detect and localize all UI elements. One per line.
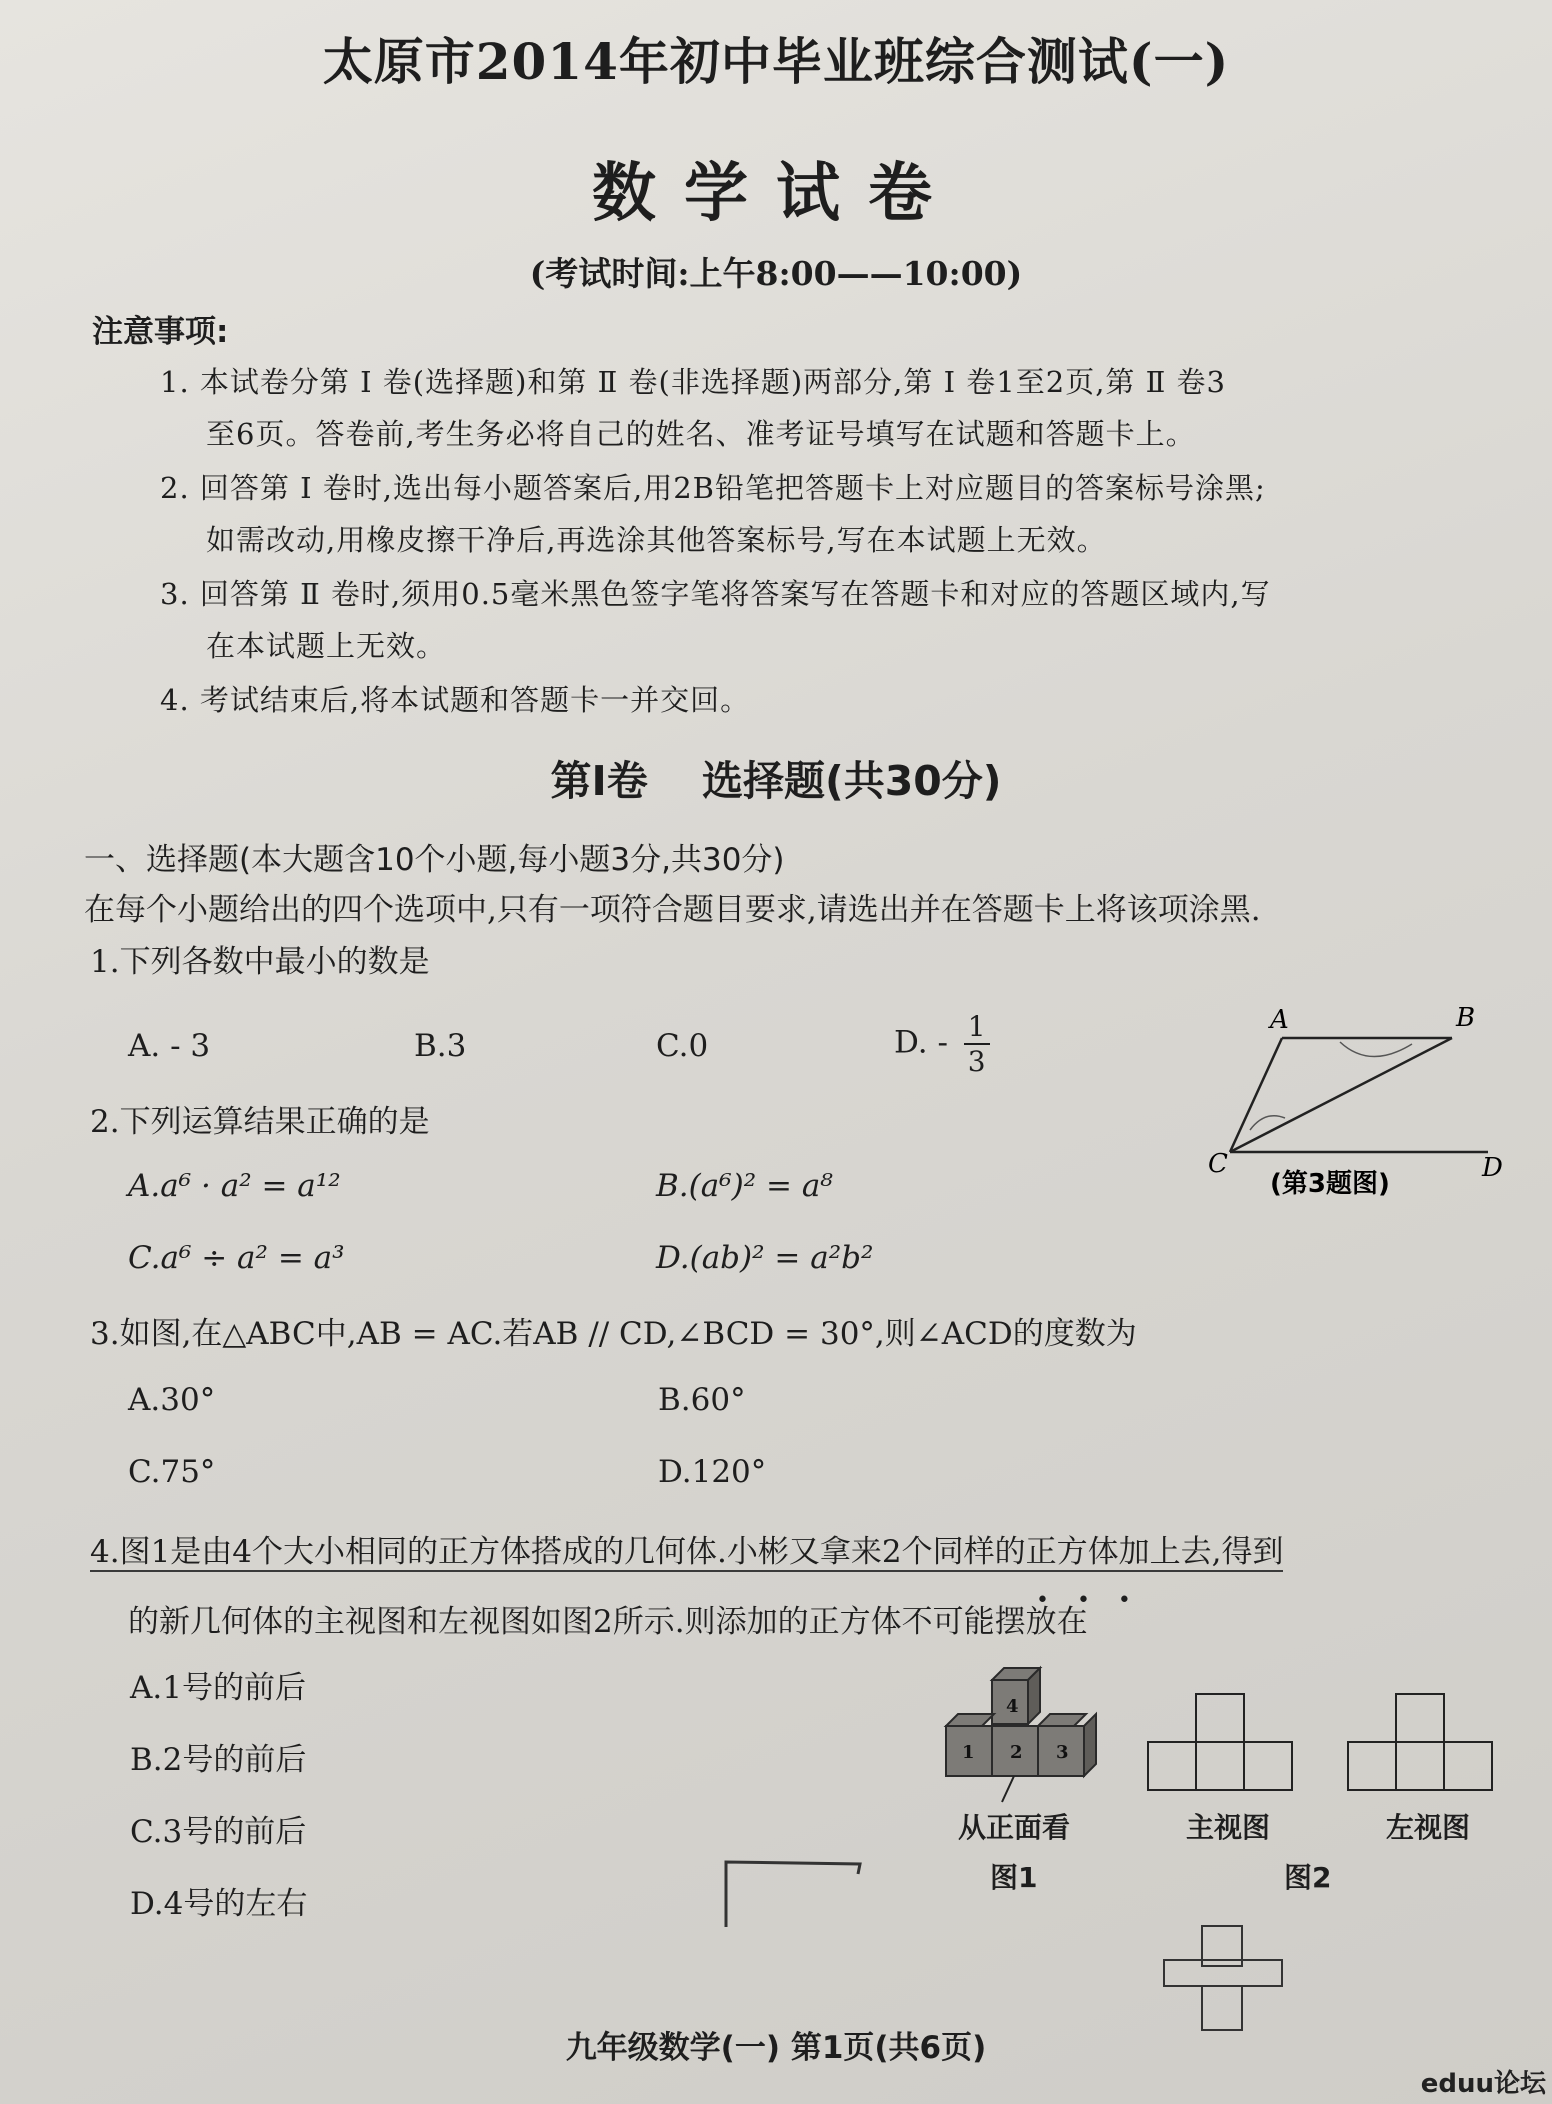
q4-option-c: C.3号的前后 — [130, 1814, 307, 1850]
label-d: D — [1482, 1153, 1503, 1183]
cube-number: 2 — [1010, 1742, 1023, 1763]
pencil-scribble — [718, 1852, 868, 1932]
q2-option-c: C.a⁶ ÷ a² = a³ — [128, 1240, 345, 1276]
section-title: 第Ⅰ卷 选择题(共30分) — [550, 757, 1002, 805]
q4-stem-text: 4.图1是由4个大小相同的正方体搭成的几何体.小彬又拿来2个同样的正方体加上去,得到 — [90, 1534, 1284, 1570]
emphasis-dots: • • • — [1036, 1588, 1131, 1613]
cube-number: 3 — [1056, 1742, 1069, 1763]
label-b: B — [1456, 1003, 1476, 1033]
segment-bc — [1230, 1038, 1452, 1152]
view-cell — [1396, 1742, 1444, 1790]
q4-stem-line2: 的新几何体的主视图和左视图如图2所示.则添加的正方体不可能摆放在 — [128, 1604, 1088, 1640]
part-instruction: 在每个小题给出的四个选项中,只有一项符合题目要求,请选出并在答题卡上将该项涂黑. — [84, 892, 1261, 928]
q1-option-c: C.0 — [656, 1028, 709, 1064]
notice-heading: 注意事项: — [92, 314, 229, 350]
cube-top-face — [946, 1714, 994, 1726]
view-cell — [1196, 1742, 1244, 1790]
view-cell — [1196, 1694, 1244, 1742]
part-heading: 一、选择题(本大题含10个小题,每小题3分,共30分) — [84, 842, 785, 878]
view-cell — [1348, 1742, 1396, 1790]
q3-option-b: B.60° — [658, 1382, 746, 1418]
notice-line: 4. 考试结束后,将本试题和答题卡一并交回。 — [160, 683, 751, 717]
label-c: C — [1208, 1149, 1228, 1179]
pencil-mark — [1164, 1960, 1282, 1986]
q4-main-view — [1146, 1690, 1302, 1800]
pencil-mark — [1340, 1042, 1412, 1057]
label-a: A — [1270, 1005, 1289, 1035]
arrow-line — [1002, 1776, 1014, 1802]
q3-option-c: C.75° — [128, 1454, 216, 1490]
cube-number: 4 — [1006, 1696, 1019, 1717]
q2-option-a: A.a⁶ · a² = a¹² — [128, 1168, 341, 1204]
fig1-view-label: 从正面看 — [958, 1811, 1071, 1844]
notice-line: 在本试题上无效。 — [206, 629, 447, 663]
page-footer: 九年级数学(一) 第1页(共6页) — [565, 2030, 987, 2066]
segment-ac — [1230, 1038, 1282, 1152]
fraction-numerator: 1 — [964, 1010, 990, 1045]
fig2-caption: 图2 — [1284, 1861, 1332, 1894]
q2-stem: 2.下列运算结果正确的是 — [90, 1104, 430, 1140]
exam-subject: 数学试卷 — [592, 156, 960, 231]
view-cell — [1148, 1742, 1196, 1790]
fraction-denominator: 3 — [967, 1045, 986, 1078]
q4-stem-line1 — [90, 1526, 1283, 1571]
q1-stem: 1.下列各数中最小的数是 — [90, 944, 430, 980]
cube-number: 1 — [962, 1742, 975, 1763]
q4-figure1-cubes — [936, 1664, 1116, 1824]
exam-time: (考试时间:上午8:00——10:00) — [529, 254, 1023, 293]
notice-line: 至6页。答卷前,考生务必将自己的姓名、准考证号填写在试题和答题卡上。 — [206, 417, 1196, 451]
q2-option-b: B.(a⁶)² = a⁸ — [656, 1168, 833, 1204]
notice-line: 2. 回答第 Ⅰ 卷时,选出每小题答案后,用2B铅笔把答题卡上对应题目的答案标号涂黑; — [160, 471, 1266, 505]
watermark: eduu论坛 — [1420, 2069, 1546, 2099]
q3-stem: 3.如图,在△ABC中,AB = AC.若AB // CD,∠BCD = 30°,则∠ACD的度数为 — [90, 1316, 1137, 1352]
q4-option-d: D.4号的左右 — [130, 1886, 308, 1922]
q3-figure-caption: (第3题图) — [1270, 1169, 1390, 1199]
q3-option-a: A.30° — [128, 1382, 216, 1418]
q3-option-d: D.120° — [658, 1454, 767, 1490]
view-cell — [1244, 1742, 1292, 1790]
q1-option-d — [894, 1010, 990, 1078]
notice-line: 3. 回答第 Ⅱ 卷时,须用0.5毫米黑色签字笔将答案写在答题卡和对应的答题区域内,写 — [160, 577, 1271, 611]
q3-figure — [1190, 1000, 1510, 1210]
q1-option-a: A. - 3 — [128, 1028, 211, 1064]
cube-top-face — [1038, 1714, 1086, 1726]
exam-title: 太原市2014年初中毕业班综合测试(一) — [322, 32, 1230, 91]
view-cell — [1396, 1694, 1444, 1742]
q4-option-b: B.2号的前后 — [130, 1742, 307, 1778]
q4-option-a: A.1号的前后 — [130, 1670, 306, 1706]
main-view-label: 主视图 — [1186, 1811, 1271, 1844]
q2-option-d: D.(ab)² = a²b² — [656, 1240, 874, 1276]
q1-fraction — [964, 1010, 990, 1078]
q1-option-b: B.3 — [414, 1028, 467, 1064]
q4-left-view — [1346, 1690, 1502, 1800]
view-cell — [1444, 1742, 1492, 1790]
cube-side-face — [1084, 1714, 1096, 1776]
notice-line: 1. 本试卷分第 Ⅰ 卷(选择题)和第 Ⅱ 卷(非选择题)两部分,第 Ⅰ 卷1至2页,第 Ⅱ 卷3 — [160, 365, 1227, 399]
pencil-mark — [726, 1862, 860, 1927]
q1-option-d-prefix: D. - — [894, 1024, 948, 1061]
left-view-label: 左视图 — [1386, 1811, 1471, 1844]
notice-line: 如需改动,用橡皮擦干净后,再选涂其他答案标号,写在本试题上无效。 — [206, 523, 1107, 557]
fig1-caption: 图1 — [990, 1861, 1038, 1894]
